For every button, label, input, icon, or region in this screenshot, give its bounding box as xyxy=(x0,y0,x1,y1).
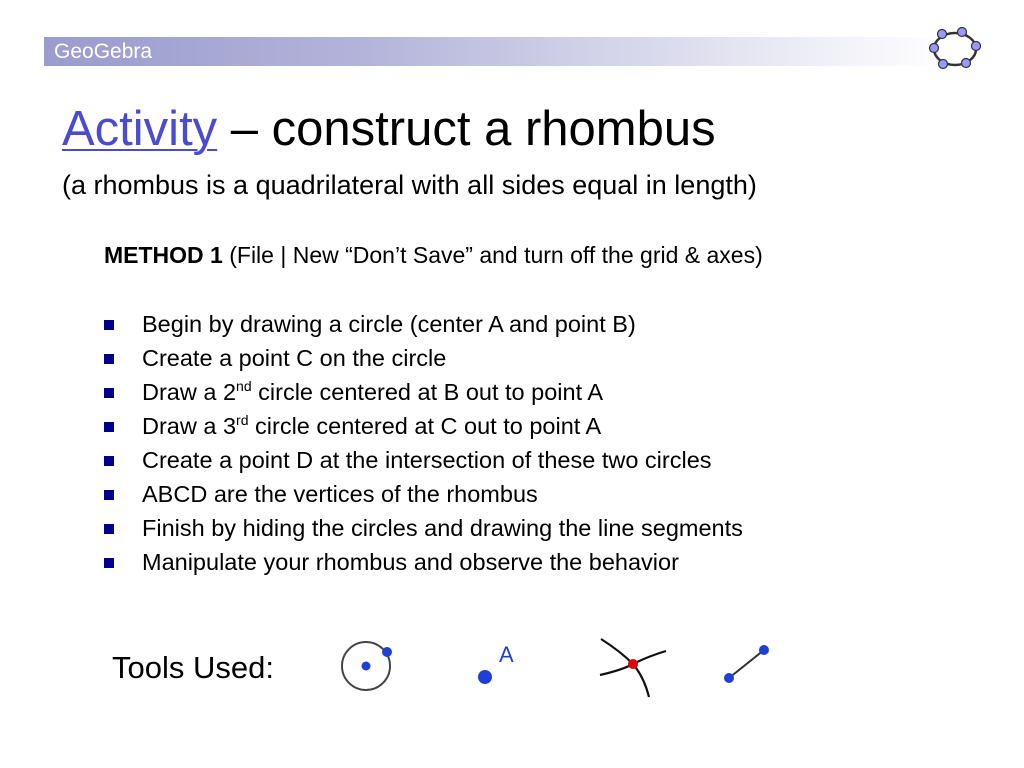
page-subtitle: (a rhombus is a quadrilateral with all sides equal in length) xyxy=(62,170,757,200)
step-text: ABCD are the vertices of the rhombus xyxy=(142,481,538,507)
activity-link[interactable]: Activity xyxy=(62,102,218,156)
tools-used-label: Tools Used: xyxy=(112,650,274,685)
bullet-icon xyxy=(104,422,114,432)
step-text: Begin by drawing a circle (center A and point B) xyxy=(142,311,636,337)
steps-list xyxy=(104,307,743,579)
bullet-icon xyxy=(104,456,114,466)
list-item xyxy=(104,477,743,511)
step-text: Finish by hiding the circles and drawing the line segments xyxy=(142,515,743,541)
ordinal-suffix: nd xyxy=(236,378,252,395)
bullet-icon xyxy=(104,558,114,568)
title-text: – construct a rhombus xyxy=(217,102,716,156)
step-text: Draw a 2 xyxy=(142,379,237,405)
step-text: circle centered at C out to point A xyxy=(248,413,602,439)
bullet-icon xyxy=(104,524,114,534)
list-item xyxy=(104,307,743,341)
list-item xyxy=(104,545,743,579)
method-detail: (File | New “Don’t Save” and turn off the grid & axes) xyxy=(222,242,763,268)
list-item xyxy=(104,375,743,409)
list-item xyxy=(104,409,743,443)
list-item xyxy=(104,341,743,375)
ordinal-suffix: rd xyxy=(236,412,249,429)
point-label: A xyxy=(499,642,514,667)
geogebra-logo-icon xyxy=(929,26,981,72)
brand-label: GeoGebra xyxy=(54,40,153,63)
header-bar xyxy=(44,37,944,66)
bullet-icon xyxy=(104,388,114,398)
intersect-tool-icon xyxy=(598,633,668,699)
step-text: Draw a 3 xyxy=(142,413,237,439)
circle-center-point-tool-icon xyxy=(336,636,400,696)
segment-tool-icon xyxy=(718,640,778,688)
method-label: METHOD 1 xyxy=(104,242,223,268)
list-item xyxy=(104,511,743,545)
page-title xyxy=(62,98,716,160)
bullet-icon xyxy=(104,354,114,364)
method-heading xyxy=(104,240,763,270)
list-item xyxy=(104,443,743,477)
bullet-icon xyxy=(104,320,114,330)
step-text: circle centered at B out to point A xyxy=(251,379,604,405)
step-text: Manipulate your rhombus and observe the behavior xyxy=(142,549,679,575)
step-text: Create a point D at the intersection of these two circles xyxy=(142,447,712,473)
new-point-tool-icon xyxy=(466,636,530,692)
bullet-icon xyxy=(104,490,114,500)
step-text: Create a point C on the circle xyxy=(142,345,447,371)
